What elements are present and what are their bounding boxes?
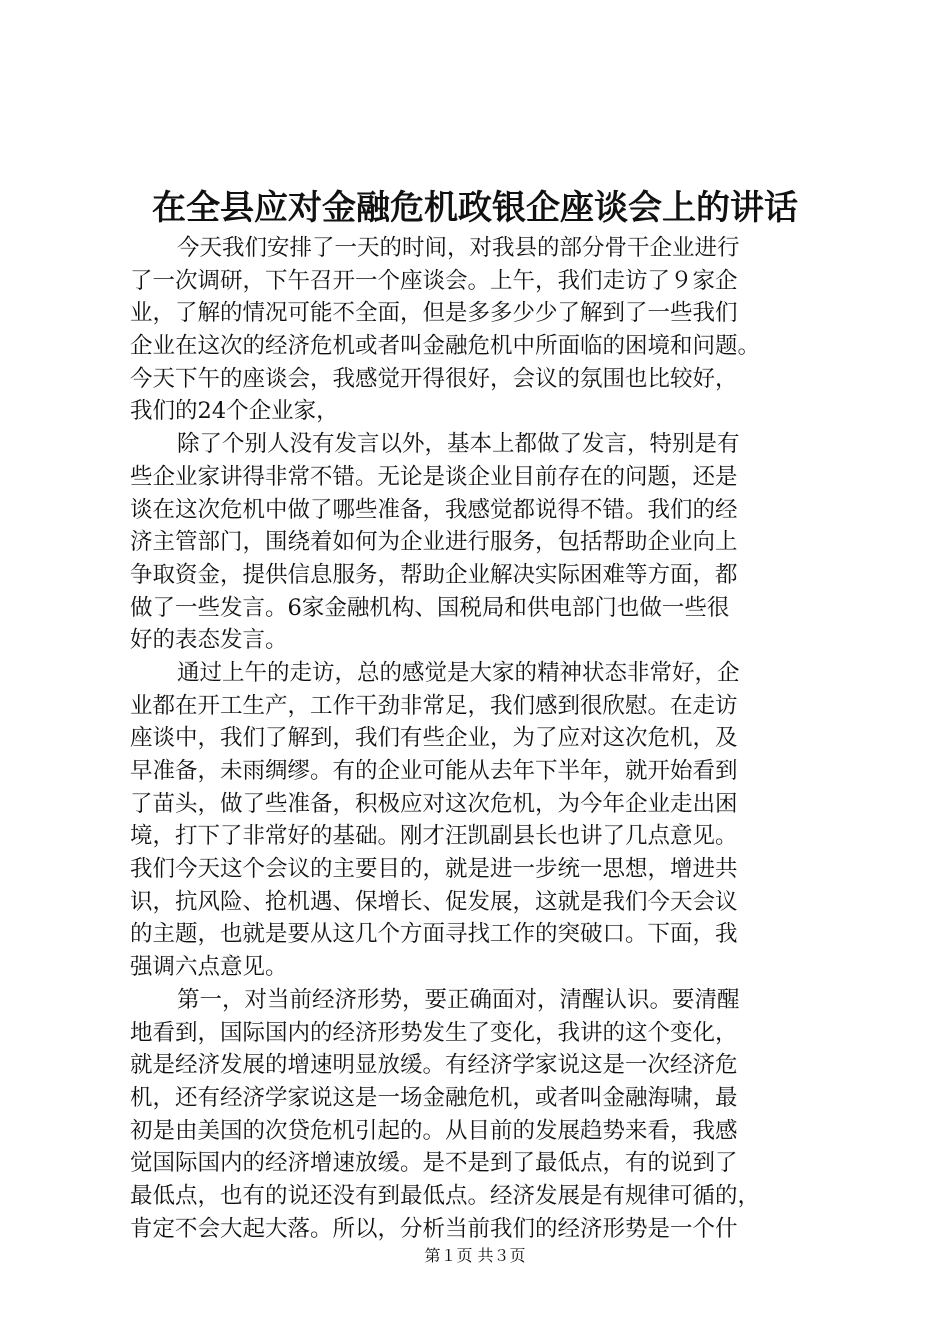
body-line: 济主管部门，围绕着如何为企业进行服务，包括帮助企业向上 [130, 529, 738, 556]
body-line: 除了个别人没有发言以外，基本上都做了发言，特别是有 [177, 431, 740, 458]
body-line: 业，了解的情况可能不全面，但是多多少少了解到了一些我们 [130, 300, 738, 327]
document-body [130, 232, 850, 1245]
body-line: 我们今天这个会议的主要目的，就是进一步统一思想，增进共 [130, 856, 738, 883]
body-line: 我们的24个企业家， [130, 398, 339, 425]
body-line: 早准备，未雨绸缪。有的企业可能从去年下半年，就开始看到 [130, 758, 738, 784]
body-line: 初是由美国的次贷危机引起的。从目前的发展趋势来看，我感 [130, 1117, 738, 1144]
body-line: 第一，对当前经济形势，要正确面对，清醒认识。要清醒 [177, 986, 740, 1013]
body-line: 好的表态发言。 [130, 627, 288, 654]
body-line: 今天下午的座谈会，我感觉开得很好，会议的氛围也比较好， [130, 365, 738, 392]
body-line: 做了一些发言。6家金融机构、国税局和供电部门也做一些很 [130, 594, 730, 621]
body-line: 地看到，国际国内的经济形势发生了变化，我讲的这个变化， [130, 1019, 738, 1046]
body-line: 的主题，也就是要从这几个方面寻找工作的突破口。下面，我 [130, 921, 738, 948]
body-line: 座谈中，我们了解到，我们有些企业，为了应对这次危机，及 [130, 725, 738, 752]
body-line: 机，还有经济学家说这是一场金融危机，或者叫金融海啸，最 [130, 1084, 738, 1111]
document-title: 在全县应对金融危机政银企座谈会上的讲话 [152, 188, 798, 228]
page-footer: 第１页 共３页 [424, 1246, 526, 1265]
body-line: 企业在这次的经济危机或者叫金融危机中所面临的困境和问题。 [130, 333, 761, 360]
body-line: 今天我们安排了一天的时间，对我县的部分骨干企业进行 [177, 235, 740, 261]
body-line: 境，打下了非常好的基础。刚才汪凯副县长也讲了几点意见。 [130, 823, 738, 850]
body-line: 肯定不会大起大落。所以，分析当前我们的经济形势是一个什 [130, 1215, 738, 1242]
body-line: 了一次调研，下午召开一个座谈会。上午，我们走访了９家企 [130, 267, 738, 294]
body-line: 觉国际国内的经济增速放缓。是不是到了最低点，有的说到了 [130, 1150, 738, 1177]
body-line: 最低点，也有的说还没有到最低点。经济发展是有规律可循的， [130, 1182, 761, 1209]
body-line: 谈在这次危机中做了哪些准备，我感觉都说得不错。我们的经 [130, 496, 738, 523]
body-line: 就是经济发展的增速明显放缓。有经济学家说这是一次经济危 [130, 1052, 738, 1079]
body-line: 了苗头，做了些准备，积极应对这次危机，为今年企业走出困 [130, 790, 738, 817]
body-line: 些企业家讲得非常不错。无论是谈企业目前存在的问题，还是 [130, 463, 738, 490]
body-line: 争取资金，提供信息服务，帮助企业解决实际困难等方面，都 [130, 561, 738, 588]
body-line: 通过上午的走访，总的感觉是大家的精神状态非常好，企 [177, 659, 740, 686]
body-line: 识，抗风险、抢机遇、保增长、促发展，这就是我们今天会议 [130, 888, 738, 915]
body-line: 强调六点意见。 [130, 954, 288, 981]
body-line: 业都在开工生产，工作干劲非常足，我们感到很欣慰。在走访 [130, 692, 738, 719]
